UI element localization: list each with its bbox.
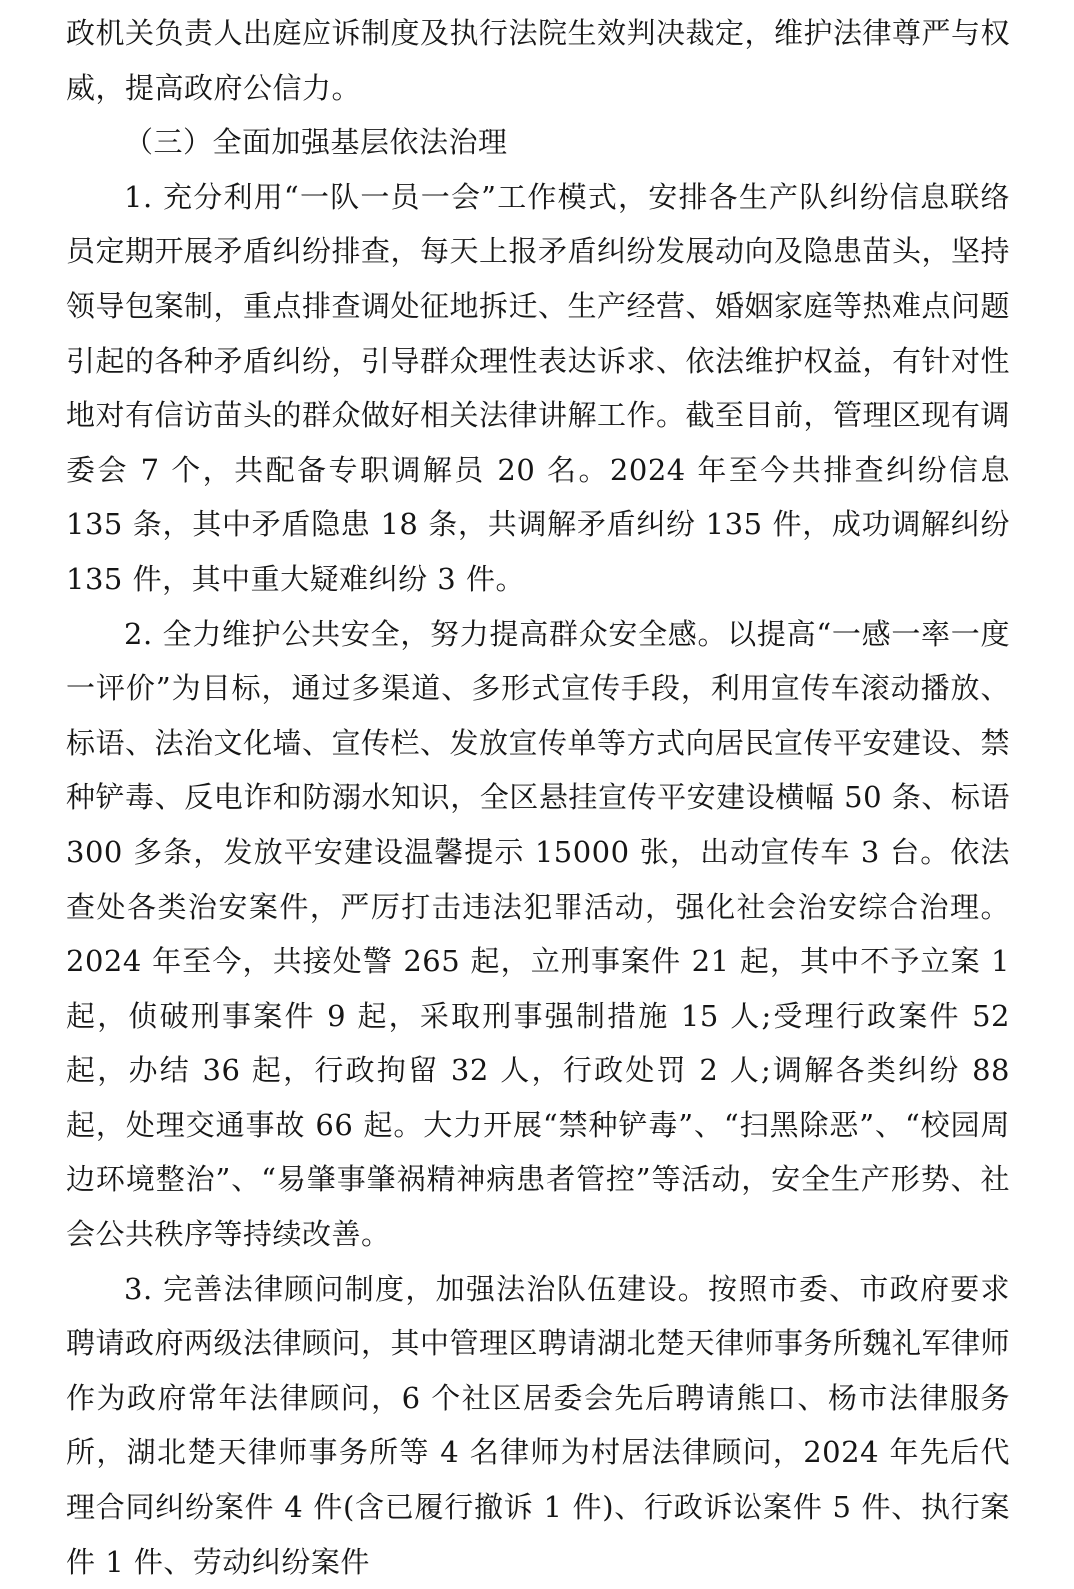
paragraph-item-3: 3. 完善法律顾问制度，加强法治队伍建设。按照市委、市政府要求聘请政府两级法律顾问，其中管理区聘请湖北楚天律师事务所魏礼军律师作为政府常年法律顾问，6 个社区居委会先后聘请熊口、杨市法律服务所，湖北楚天律师事务所等 4 名律师为村居法律顾问，2024 年先后代理合同纠纷案件 4 件(含已履行撤诉 1 件)、行政诉讼案件 5 件、执行案件 1 件、劳动纠纷案件	[66, 1271, 1011, 1579]
paragraph-item-1: 1. 充分利用“一队一员一会”工作模式，安排各生产队纠纷信息联络员定期开展矛盾纠纷排查，每天上报矛盾纠纷发展动向及隐患苗头，坚持领导包案制，重点排查调处征地拆迁、生产经营、婚姻家庭等热难点问题引起的各种矛盾纠纷，引导群众理性表达诉求、依法维护权益，有针对性地对有信访苗头的群众做好相关法律讲解工作。截至目前，管理区现有调委会 7 个，共配备专职调解员 20 名。2024 年至今共排查纠纷信息 135 条，其中矛盾隐患 18 条，共调解矛盾纠纷 135 件，成功调解纠纷 135 件，其中重大疑难纠纷 3 件。	[66, 179, 1011, 596]
paragraph-continuation: 政机关负责人出庭应诉制度及执行法院生效判决裁定，维护法律尊严与权威，提高政府公信力。	[66, 16, 1011, 105]
section-heading: （三）全面加强基层依法治理	[124, 125, 508, 160]
paragraph-item-2: 2. 全力维护公共安全，努力提高群众安全感。以提高“一感一率一度一评价”为目标，通过多渠道、多形式宣传手段，利用宣传车滚动播放、标语、法治文化墙、宣传栏、发放宣传单等方式向居民宣传平安建设、禁种铲毒、反电诈和防溺水知识，全区悬挂宣传平安建设横幅 50 条、标语 300 多条，发放平安建设温馨提示 15000 张，出动宣传车 3 台。依法查处各类治安案件，严厉打击违法犯罪活动，强化社会治安综合治理。2024 年至今，共接处警 265 起，立刑事案件 21 起，其中不予立案 1 起，侦破刑事案件 9 起，采取刑事强制措施 15 人;受理行政案件 52 起，办结 36 起，行政拘留 32 人，行政处罚 2 人;调解各类纠纷 88 起，处理交通事故 66 起。大力开展“禁种铲毒”、“扫黑除恶”、“校园周边环境整治”、“易肇事肇祸精神病患者管控”等活动，安全生产形势、社会公共秩序等持续改善。	[66, 616, 1011, 1252]
document-body	[66, 6, 1010, 1589]
